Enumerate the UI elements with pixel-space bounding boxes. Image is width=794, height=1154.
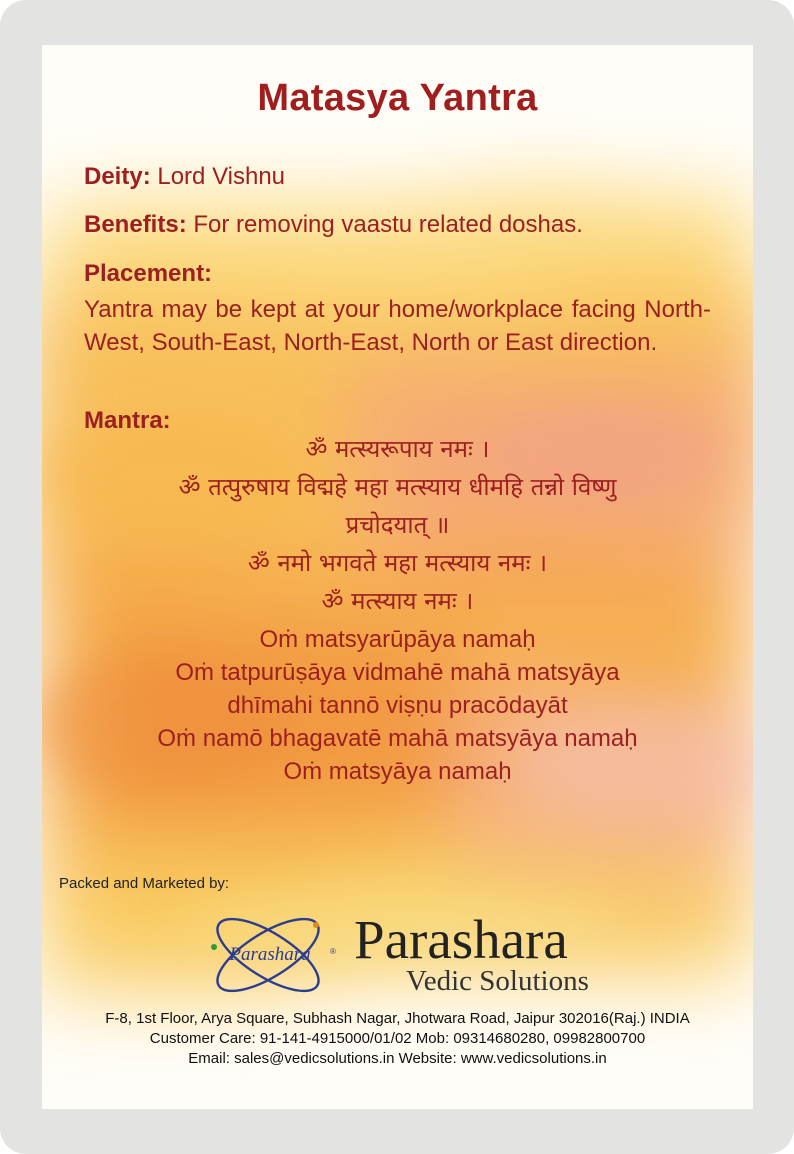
contact-line: Email: sales@vedicsolutions.in Website: www.vedicsolutions.in <box>188 1050 607 1067</box>
mantra-line: प्रचोदयात् ॥ <box>345 511 450 539</box>
placement-label: Placement: <box>84 260 213 287</box>
transliteration-line: Oṁ matsyarūpāya namaḥ <box>259 626 536 653</box>
mantra-transliteration <box>64 623 731 788</box>
yantra-card <box>42 45 753 1109</box>
deity-value: Lord Vishnu <box>157 163 286 190</box>
mantra-line: ॐ मत्स्यरूपाय नमः । <box>305 435 490 463</box>
benefits-value: For removing vaastu related doshas. <box>193 211 583 238</box>
brand-name: Parashara <box>354 909 568 970</box>
parashara-logo <box>200 907 340 1002</box>
logo-text: Parashara <box>229 944 311 965</box>
transliteration-line: dhīmahi tannō viṣṇu pracōdayāt <box>227 692 568 719</box>
transliteration-line: Oṁ namō bhagavatē mahā matsyāya namaḥ <box>157 725 638 752</box>
brand-wordmark <box>354 905 654 1005</box>
brand-subtitle: Vedic Solutions <box>406 965 589 997</box>
mantra-label: Mantra: <box>84 407 171 434</box>
address-line: F-8, 1st Floor, Arya Square, Subhash Nagar, Jhotwara Road, Jaipur 302016(Raj.) INDIA <box>105 1010 690 1027</box>
placement-text: Yantra may be kept at your home/workplace facing North-West, South-East, North-East, North or East direction. <box>84 296 711 356</box>
deity-line <box>84 163 711 191</box>
page-title: Matasya Yantra <box>257 77 538 119</box>
transliteration-line: Oṁ tatpurūṣāya vidmahē mahā matsyāya <box>175 659 620 686</box>
packed-by-label: Packed and Marketed by: <box>59 875 230 892</box>
benefits-line <box>84 211 711 239</box>
mantra-line: ॐ नमो भगवते महा मत्स्याय नमः । <box>247 549 548 577</box>
registered-mark: ® <box>330 947 336 956</box>
deity-label: Deity: <box>84 163 151 190</box>
transliteration-line: Oṁ matsyāya namaḥ <box>283 758 512 785</box>
mantra-devanagari <box>64 430 731 620</box>
benefits-label: Benefits: <box>84 211 187 238</box>
customer-care-line: Customer Care: 91-141-4915000/01/02 Mob: 09314680280, 09982800700 <box>149 1030 646 1047</box>
mantra-line: ॐ तत्पुरुषाय विद्महे महा मत्स्याय धीमहि तन्नो विष्णु <box>178 473 617 501</box>
mantra-line: ॐ मत्स्याय नमः । <box>321 587 474 615</box>
